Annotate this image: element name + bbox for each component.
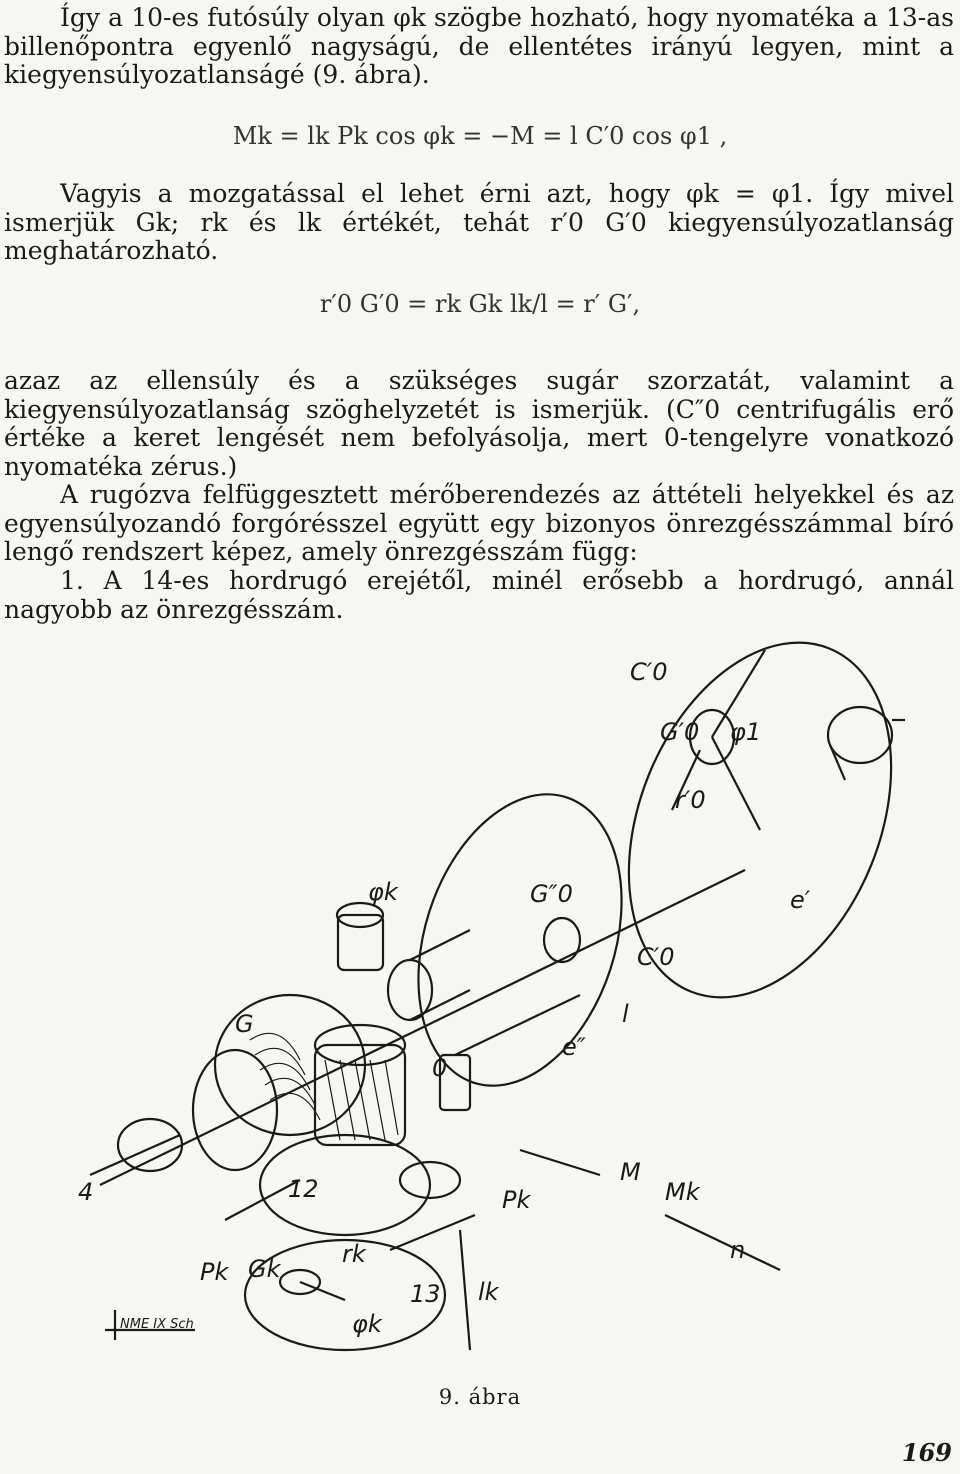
label-M: M xyxy=(620,1158,641,1186)
disc-e-double-prime xyxy=(383,768,656,1112)
disc-e-prime xyxy=(579,640,940,1036)
paragraph-4 xyxy=(4,481,954,567)
label-phik-bottom: φk xyxy=(352,1310,382,1338)
label-C0: C′0 xyxy=(637,943,675,971)
label-phi1: φ1 xyxy=(730,718,762,746)
formula-moment: Mk = lk Pk cos φk = −M = l C′0 cos φ1 , xyxy=(232,122,728,150)
label-e-double-prime: e″ xyxy=(562,1033,586,1061)
page-number: 169 xyxy=(901,1438,952,1467)
label-lk: lk xyxy=(478,1278,499,1306)
label-l: l xyxy=(622,1000,629,1028)
label-Pk-right: Pk xyxy=(502,1186,531,1214)
label-Mk: Mk xyxy=(665,1178,700,1206)
formula-unbalance: r′0 G′0 = rk Gk lk/l = r′ G′, xyxy=(319,290,641,318)
paragraph-1-text: Így a 10-es futósúly olyan φk szögbe hozható, hogy nyomatéka a 13-as billenőpontra egyenlő nagyságú, de ellentétes irányú legyen, mint a kiegyensúlyozatlanságé (9. ábra). xyxy=(4,3,954,89)
paragraph-3-text: azaz az ellensúly és a szükséges sugár szorzatát, valamint a kiegyensúlyozatlanság szöghelyzetét is ismerjük. (C″0 centrifugális erő értéke a keret lengését nem befolyásolja, mert 0-tengelyre vonatkozó nyomatéka zérus.) xyxy=(4,366,954,481)
label-Pk-left: Pk xyxy=(200,1258,229,1286)
label-13: 13 xyxy=(410,1280,441,1308)
figure-balancing-machine xyxy=(0,640,960,1380)
label-Gk: Gk xyxy=(248,1255,281,1283)
paragraph-4-text: A rugózva felfüggesztett mérőberendezés az áttételi helyekkel és az egyensúlyozandó forgórésszel együtt egy bizonyos önrezgésszámmal bíró lengő rendszert képez, amely önrezgésszám függ: xyxy=(4,480,954,566)
disc-hole-middle xyxy=(544,918,580,962)
paragraph-5 xyxy=(4,567,954,624)
figure-caption: 9. ábra xyxy=(438,1385,522,1409)
plate-12 xyxy=(260,1135,430,1235)
label-4: 4 xyxy=(78,1178,94,1206)
label-e-prime: e′ xyxy=(790,886,811,914)
label-O: 0 xyxy=(432,1054,448,1082)
paragraph-5-text: 1. A 14-es hordrugó erejétől, minél erősebb a hordrugó, annál nagyobb az önrezgésszám. xyxy=(4,566,954,624)
paragraph-2-text: Vagyis a mozgatással el lehet érni azt, hogy φk = φ1. Így mivel ismerjük Gk; rk és lk értékét, tehát r′0 G′0 kiegyensúlyozatlanság meghatározható. xyxy=(4,179,954,265)
label-G0-double-prime: G″0 xyxy=(530,880,573,908)
label-rk: rk xyxy=(342,1240,366,1268)
bearing-4 xyxy=(118,1119,182,1171)
label-phik-top: φk xyxy=(368,878,398,906)
label-12: 12 xyxy=(288,1175,319,1203)
label-G0-prime: G′0 xyxy=(660,718,700,746)
paragraph-2 xyxy=(4,180,954,266)
label-n: n xyxy=(730,1236,746,1264)
paragraph-1 xyxy=(4,4,954,90)
paragraph-3 xyxy=(4,367,954,481)
shaft-sleeve xyxy=(388,960,432,1020)
bearing-right xyxy=(828,707,892,763)
label-C0-prime-top: C′0 xyxy=(630,658,668,686)
label-r0-prime: r′0 xyxy=(675,786,706,814)
stamp-text: NME IX Sch xyxy=(120,1317,194,1332)
label-G: G xyxy=(235,1010,254,1038)
